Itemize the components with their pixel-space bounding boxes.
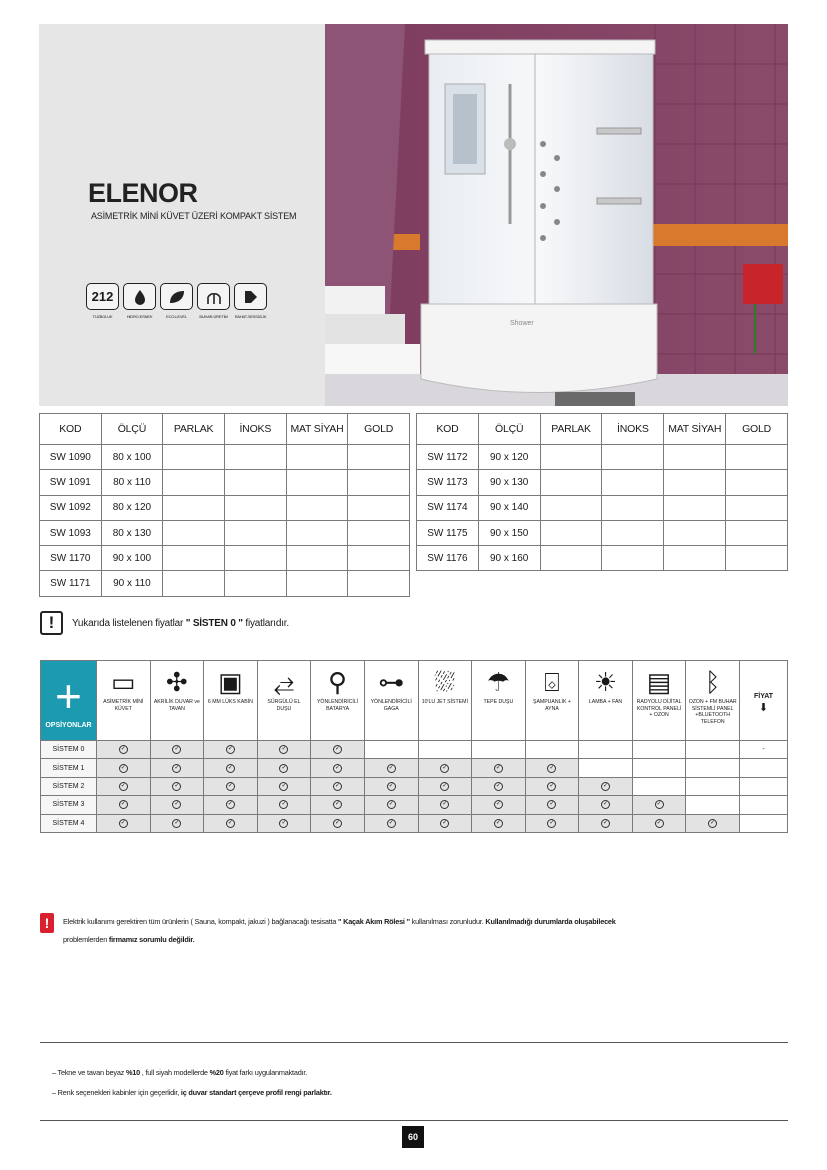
table-row: SW 1175 90 x 150	[417, 520, 788, 545]
check-icon: ✓	[603, 801, 609, 808]
check-icon: ✓	[281, 764, 287, 771]
check-icon: ✓	[495, 801, 501, 808]
check-icon: ✓	[227, 801, 233, 808]
table-row: SW 1170 90 x 100	[40, 546, 410, 571]
option-col-2: ✣ AKRİLİK DUVAR ve TAVAN	[150, 661, 204, 741]
check-icon: ✓	[495, 764, 501, 771]
check-icon: ✓	[227, 782, 233, 789]
option-col-3: ▣ 6 MM LÜKS KABİN	[204, 661, 258, 741]
system-row: SİSTEM 2 ✓ ✓ ✓ ✓ ✓ ✓ ✓ ✓ ✓ ✓	[41, 777, 788, 795]
check-icon: ✓	[549, 782, 555, 789]
system-row: SİSTEM 0 ✓ ✓ ✓ ✓ ✓ -	[41, 741, 788, 759]
check-icon: ✓	[174, 801, 180, 808]
col-mat-siyah: MAT SİYAH	[286, 414, 348, 445]
check-icon: ✓	[120, 782, 126, 789]
system-row: SİSTEM 1 ✓ ✓ ✓ ✓ ✓ ✓ ✓ ✓ ✓	[41, 759, 788, 777]
nozzle-count-icon: 212	[91, 289, 114, 304]
system-row: SİSTEM 4 ✓ ✓ ✓ ✓ ✓ ✓ ✓ ✓ ✓ ✓ ✓ ✓	[41, 814, 788, 832]
acrylic-icon: ✣	[165, 667, 188, 697]
photo-brand: Shower	[510, 320, 534, 327]
col-inoks: İNOKS	[602, 414, 664, 445]
check-icon: ✓	[281, 819, 287, 826]
divider	[40, 1120, 788, 1121]
check-icon: ✓	[549, 819, 555, 826]
check-icon: ✓	[227, 746, 233, 753]
note-color-price: – Tekne ve tavan beyaz %10 , full siyah modellerde %20 fiyat farkı uygulanmaktadır.	[52, 1068, 308, 1077]
check-icon: ✓	[227, 819, 233, 826]
table-row: SW 1091 80 x 110	[40, 470, 410, 495]
check-icon: ✓	[174, 782, 180, 789]
product-subtitle: ASİMETRİK MİNİ KÜVET ÜZERİ KOMPAKT SİSTEM	[91, 211, 297, 221]
feature-eco: ECO-LEVEL	[160, 283, 193, 319]
tub-icon: ▭	[110, 667, 136, 697]
warning-icon: !	[40, 913, 54, 933]
jet-icon: ⛆	[434, 667, 456, 697]
feature-steam: BUHAR-ÜRETİM	[197, 283, 230, 319]
eco-leaf-icon	[168, 289, 186, 305]
faucet-icon: ⊶	[378, 667, 405, 697]
sound-icon	[243, 289, 259, 305]
check-icon: ✓	[120, 746, 126, 753]
radio-panel-icon: ▤	[646, 667, 672, 697]
check-icon: ✓	[442, 801, 448, 808]
price-table-right	[416, 413, 788, 571]
feature-nozzle: 212 TUZBOLUK	[86, 283, 119, 319]
check-icon: ✓	[281, 782, 287, 789]
check-icon: ✓	[388, 819, 394, 826]
check-icon: ✓	[442, 819, 448, 826]
check-icon: ✓	[495, 782, 501, 789]
check-icon: ✓	[174, 764, 180, 771]
steam-icon	[205, 289, 223, 305]
check-icon: ✓	[335, 801, 341, 808]
check-icon: ✓	[495, 819, 501, 826]
electric-notice: ! Elektrik kullanımı gerektiren tüm ürünlerin ( Sauna, kompakt, jakuzi ) bağlanacağı tesisatta " Kaçak Akım Rölesi " kullanılması zorunludur. Kullanılmadığı durumlarda oluşabilecek problemlerden firmamız sorumlu değildir.	[40, 913, 760, 949]
check-icon: ✓	[227, 764, 233, 771]
check-icon: ✓	[335, 746, 341, 753]
check-icon: ✓	[120, 764, 126, 771]
options-header: + OPSİYONLAR	[41, 661, 97, 741]
check-icon: ✓	[281, 801, 287, 808]
head-shower-icon: ☂	[486, 667, 511, 697]
table-row: SW 1172 90 x 120	[417, 445, 788, 470]
glass-cabin-icon: ▣	[218, 667, 243, 697]
table-row: SW 1092 80 x 120	[40, 495, 410, 520]
options-table	[40, 660, 788, 833]
price-note: ! Yukarıda listelenen fiyatlar " SİSTEN 0 " fiyatlarıdır.	[40, 611, 289, 635]
shelf-mirror-icon: ⌺	[544, 667, 560, 697]
note-color-options: – Renk seçenekleri kabinler için geçerlidir, iç duvar standart çerçeve profil rengi parlaktır.	[52, 1088, 332, 1097]
check-icon: ✓	[174, 819, 180, 826]
price-column-header: FİYAT ⬇	[740, 661, 788, 741]
heat-icon	[133, 289, 147, 305]
plus-icon: +	[55, 670, 82, 722]
price-cell	[740, 777, 788, 795]
price-cell	[740, 759, 788, 777]
col-parlak: PARLAK	[163, 414, 225, 445]
check-icon: ✓	[120, 801, 126, 808]
col-olcu: ÖLÇÜ	[478, 414, 540, 445]
option-col-9: ⌺ ŞAMPUANLIK + AYNA	[525, 661, 579, 741]
check-icon: ✓	[335, 819, 341, 826]
table-row: SW 1176 90 x 160	[417, 546, 788, 571]
check-icon: ✓	[656, 801, 662, 808]
check-icon: ✓	[710, 819, 716, 826]
product-photo	[325, 24, 788, 406]
check-icon: ✓	[335, 764, 341, 771]
col-gold: GOLD	[726, 414, 788, 445]
check-icon: ✓	[442, 782, 448, 789]
table-row: SW 1093 80 x 130	[40, 520, 410, 545]
system-row: SİSTEM 3 ✓ ✓ ✓ ✓ ✓ ✓ ✓ ✓ ✓ ✓ ✓	[41, 796, 788, 814]
col-olcu: ÖLÇÜ	[101, 414, 163, 445]
arrow-down-icon: ⬇	[758, 701, 769, 714]
bluetooth-panel-icon: ᛒ	[704, 667, 721, 697]
check-icon: ✓	[388, 782, 394, 789]
table-row: SW 1174 90 x 140	[417, 495, 788, 520]
price-cell	[740, 796, 788, 814]
product-title: ELENOR	[88, 178, 198, 208]
col-kod: KOD	[40, 414, 102, 445]
table-row: SW 1171 90 x 110	[40, 571, 410, 596]
divider	[40, 1042, 788, 1043]
page-number: 60	[402, 1126, 424, 1148]
table-row: SW 1090 80 x 100	[40, 445, 410, 470]
feature-sound: RAHAT-SESSİZLİK	[234, 283, 267, 319]
check-icon: ✓	[603, 782, 609, 789]
price-table-left	[39, 413, 410, 597]
check-icon: ✓	[120, 819, 126, 826]
price-cell: -	[740, 741, 788, 759]
check-icon: ✓	[388, 801, 394, 808]
lamp-fan-icon: ☀	[593, 667, 618, 697]
check-icon: ✓	[388, 764, 394, 771]
check-icon: ✓	[335, 782, 341, 789]
option-col-1: ▭ ASİMETRİK MİNİ KÜVET	[96, 661, 150, 741]
check-icon: ✓	[549, 764, 555, 771]
mixer-icon: ⚲	[328, 667, 348, 697]
check-icon: ✓	[281, 746, 287, 753]
check-icon: ✓	[174, 746, 180, 753]
option-col-6: ⊶ YÖNLENDİRİCİLİ GAGA	[364, 661, 418, 741]
option-col-11: ▤ RADYOLU DİJİTAL KONTROL PANELİ + OZON	[632, 661, 686, 741]
option-col-5: ⚲ YÖNLENDİRİCİLİ BATARYA	[311, 661, 365, 741]
col-gold: GOLD	[348, 414, 410, 445]
option-col-10: ☀ LAMBA + FAN	[579, 661, 633, 741]
option-col-4: ⥄ SÜRGÜLÜ EL DUŞU	[257, 661, 311, 741]
option-col-7: ⛆ 10'LU JET SİSTEMİ	[418, 661, 472, 741]
feature-heat: HIDRO-ESNEK	[123, 283, 156, 319]
sliding-shower-icon: ⥄	[273, 667, 295, 697]
option-col-8: ☂ TEPE DUŞU	[472, 661, 526, 741]
option-col-12: ᛒ OZON + FM BUHAR SİSTEMLİ PANEL +BLUETOOTH TELEFON	[686, 661, 740, 741]
check-icon: ✓	[549, 801, 555, 808]
exclamation-icon: !	[40, 611, 63, 635]
col-parlak: PARLAK	[540, 414, 602, 445]
check-icon: ✓	[442, 764, 448, 771]
col-mat-siyah: MAT SİYAH	[664, 414, 726, 445]
price-cell	[740, 814, 788, 832]
col-kod: KOD	[417, 414, 479, 445]
table-row: SW 1173 90 x 130	[417, 470, 788, 495]
check-icon: ✓	[603, 819, 609, 826]
check-icon: ✓	[656, 819, 662, 826]
feature-icons	[86, 283, 267, 319]
col-inoks: İNOKS	[224, 414, 286, 445]
